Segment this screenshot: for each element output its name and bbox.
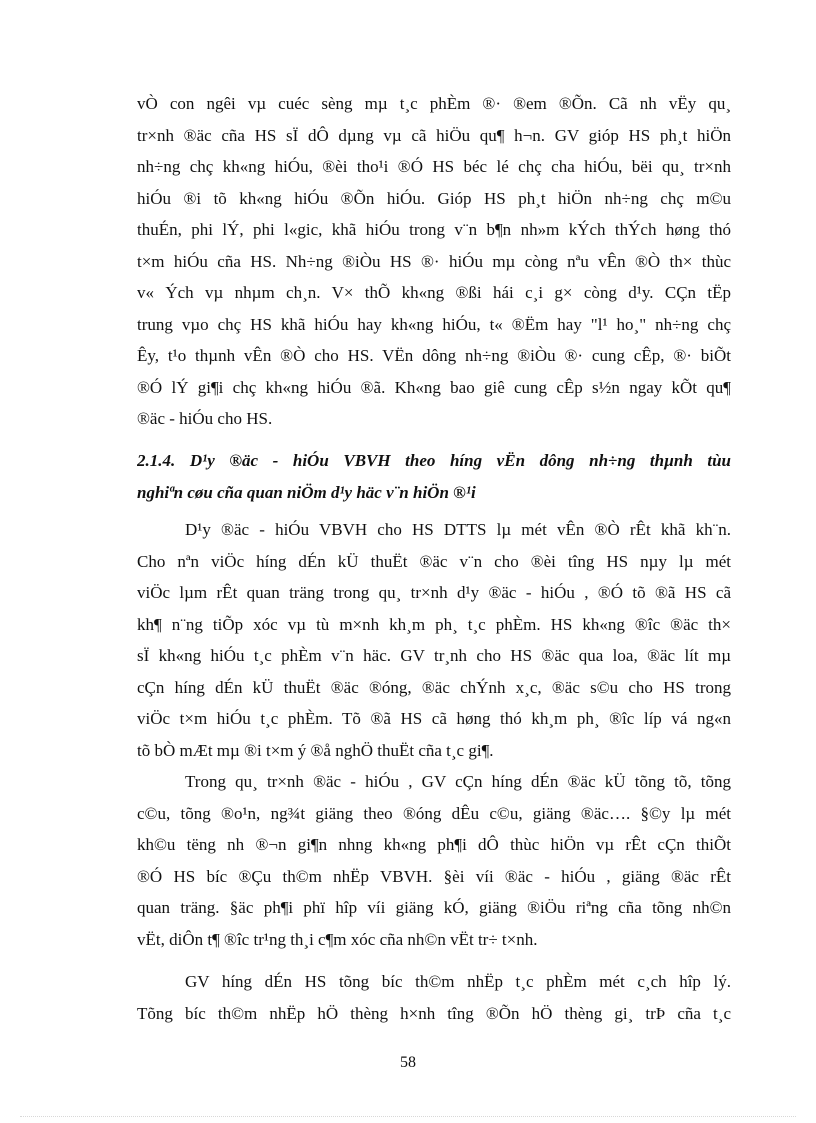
text-line: GV híng dÉn HS tõng bíc th©m nhËp t¸c phÈm mét c¸ch hîp lý.: [185, 972, 731, 991]
text-line: t×m hiÓu cña HS. Nh÷ng ®iÒu HS ®· hiÓu mµ còng nªu vÊn ®Ò th× thùc: [137, 251, 731, 271]
page-bottom-divider: [20, 1116, 796, 1117]
paragraph-1: [137, 88, 731, 435]
text-line: D¹y ®äc - hiÓu VBVH cho HS DTTS lµ mét vÊn ®Ò rÊt khã kh¨n.: [185, 520, 731, 539]
text-line: viÖc t×m hiÓu t¸c phÈm. Tõ ®ã HS cã høng thó kh¸m ph¸ ®îc líp vá ng«n: [137, 709, 731, 728]
text-line: trung vµo chç HS khã hiÓu hay kh«ng hiÓu, t« ®Ëm hay "l¹ ho¸" nh÷ng chç: [137, 314, 731, 334]
text-line: hiÓu ®i tõ kh«ng hiÓu ®Õn hiÓu. Gióp HS ph¸t hiÖn nh÷ng chç m©u: [137, 188, 731, 208]
text-line: ®Ó lÝ gi¶i chç kh«ng hiÓu ®ã. Kh«ng bao giê cung cÊp s½n ngay kÕt qu¶: [137, 377, 731, 397]
paragraph-3: [137, 766, 731, 955]
text-line: thuÉn, phi lÝ, phi l«gic, khã hiÓu trong v¨n b¶n nh»m kÝch thÝch høng thó: [137, 220, 731, 239]
page-number: 58: [400, 1054, 416, 1071]
text-line: quan träng. §äc ph¶i phï hîp víi giäng kÓ, giäng ®iÖu riªng cña tõng nh©n: [137, 898, 731, 917]
text-line: kh¶ n¨ng tiÕp xóc vµ tù m×nh kh¸m ph¸ t¸c phÈm. HS kh«ng ®îc ®äc th×: [137, 614, 731, 634]
text-line: Tõng bíc th©m nhËp hÖ thèng h×nh tîng ®Õn hÖ thèng gi¸ trÞ cña t¸c: [137, 1003, 731, 1023]
text-line: ®Ó HS bíc ®Çu th©m nhËp VBVH. §èi víi ®äc - hiÓu , giäng ®äc rÊt: [137, 866, 731, 886]
text-line: Trong qu¸ tr×nh ®äc - hiÓu , GV cÇn híng dÉn ®äc kÜ tõng tõ, tõng: [185, 772, 731, 791]
text-line: nh÷ng chç kh«ng hiÓu, ®èi tho¹i ®Ó HS béc lé chç cha hiÓu, bëi qu¸ tr×nh: [137, 157, 731, 176]
text-line: tr×nh ®äc cña HS sÏ dÔ dµng vµ cã hiÖu qu¶ h¬n. GV gióp HS ph¸t hiÖn: [137, 125, 731, 145]
text-line: kh©u tëng nh ®¬n gi¶n nhng kh«ng ph¶i dÔ thùc hiÖn vµ rÊt cÇn thiÕt: [137, 835, 731, 854]
text-line: v« Ých vµ nhµm ch¸n. V× thÕ kh«ng ®ßi hái c¸i g× còng d¹y. CÇn tËp: [137, 283, 731, 302]
text-line: viÖc lµm rÊt quan träng trong qu¸ tr×nh d¹y ®äc - hiÓu , ®Ó tõ ®ã HS cã: [137, 583, 731, 602]
heading-line: 2.1.4. D¹y ®äc - hiÓu VBVH theo híng vËn dông nh÷ng thµnh tùu: [137, 451, 731, 470]
text-line: ®äc - hiÓu cho HS.: [137, 409, 273, 428]
text-line: vÒ con ngêi vµ cuéc sèng mµ t¸c phÈm ®· ®em ®Õn. Cã nh vËy qu¸: [137, 94, 731, 113]
text-line: tõ bÒ mÆt mµ ®i t×m ý ®å nghÖ thuËt cña t¸c gi¶.: [137, 740, 494, 760]
paragraph-2: [137, 514, 731, 766]
paragraph-4: [137, 966, 731, 1029]
text-line: Cho nªn viÖc híng dÉn kÜ thuËt ®äc v¨n cho ®èi tîng HS nµy lµ mét: [137, 551, 731, 571]
text-line: sÏ kh«ng hiÓu t¸c phÈm v¨n häc. GV tr¸nh cho HS ®äc qua loa, ®äc lít mµ: [137, 646, 731, 665]
text-line: Êy, t¹o thµnh vÊn ®Ò cho HS. VËn dông nh÷ng ®iÒu ®· cung cÊp, ®· biÕt: [137, 346, 731, 365]
text-line: c©u, tõng ®o¹n, ng¾t giäng theo ®óng dÊu c©u, giäng ®äc…. §©y lµ mét: [137, 803, 731, 823]
text-line: vËt, diÔn t¶ ®îc tr¹ng th¸i c¶m xóc cña nh©n vËt tr÷ t×nh.: [137, 929, 538, 949]
heading-line: nghiªn cøu cña quan niÖm d¹y häc v¨n hiÖn ®¹i: [137, 482, 476, 502]
section-heading: [137, 445, 731, 508]
text-line: cÇn híng dÉn kÜ thuËt ®äc ®óng, ®äc chÝnh x¸c, ®äc s©u cho HS trong: [137, 677, 731, 697]
